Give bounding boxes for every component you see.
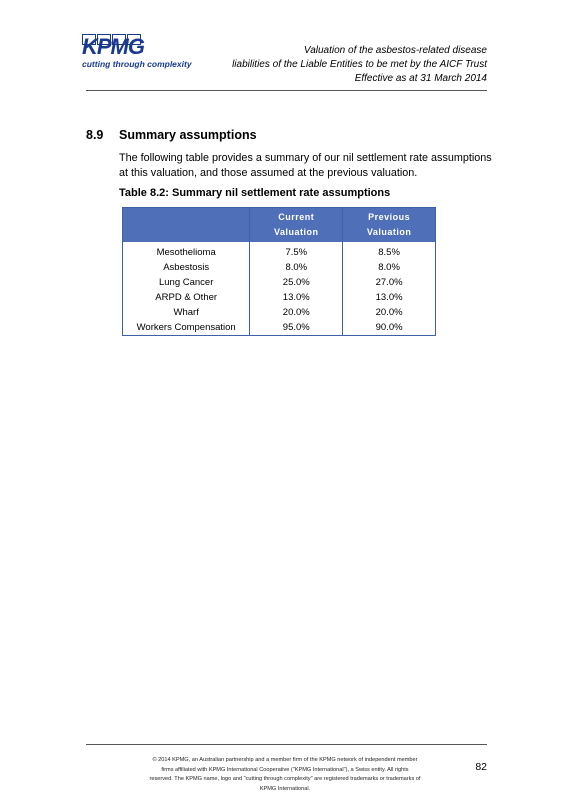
footer-line-1: © 2014 KPMG, an Australian partnership and a member firm of the KPMG network of independent member bbox=[152, 757, 418, 763]
current-value: 95.0% bbox=[250, 320, 343, 336]
table-row bbox=[123, 275, 436, 290]
footer-line-3: reserved. The KPMG name, logo and "cutting through complexity" are registered trademarks or trademarks of bbox=[149, 776, 421, 782]
row-label: Mesothelioma bbox=[156, 247, 216, 258]
row-label: Asbestosis bbox=[163, 262, 210, 273]
table-row bbox=[123, 305, 436, 320]
footer-line-2: firms affiliated with KPMG International Cooperative ("KPMG International"), a Swiss entity. All rights bbox=[161, 766, 409, 773]
current-value: 20.0% bbox=[250, 305, 343, 320]
header-line-2: liabilities of the Liable Entities to be met by the AICF Trust bbox=[232, 59, 487, 70]
table-caption: Table 8.2: Summary nil settlement rate assumptions bbox=[119, 187, 391, 199]
header-cell-previous: Previous Valuation bbox=[343, 208, 436, 243]
row-label: ARPD & Other bbox=[155, 292, 218, 303]
previous-value: 90.0% bbox=[343, 320, 436, 336]
table-row bbox=[123, 290, 436, 305]
current-value: 13.0% bbox=[250, 290, 343, 305]
header-cell-label bbox=[123, 208, 250, 243]
logo-wordmark-text: KPMG bbox=[82, 34, 144, 59]
footer-divider bbox=[86, 744, 487, 745]
previous-value: 27.0% bbox=[343, 275, 436, 290]
current-value: 7.5% bbox=[250, 242, 343, 260]
row-label: Workers Compensation bbox=[136, 322, 236, 333]
kpmg-logo-boxes bbox=[82, 34, 141, 45]
current-value: 25.0% bbox=[250, 275, 343, 290]
header-divider bbox=[86, 90, 487, 91]
document-header bbox=[232, 44, 487, 86]
assumptions-table bbox=[122, 207, 436, 336]
row-label: Lung Cancer bbox=[158, 277, 214, 288]
row-label: Wharf bbox=[173, 307, 199, 318]
header-line-3: Effective as at 31 March 2014 bbox=[354, 73, 487, 84]
table-header-row bbox=[123, 208, 436, 243]
table-row bbox=[123, 320, 436, 336]
current-value: 8.0% bbox=[250, 260, 343, 275]
footer-line-4: KPMG International. bbox=[259, 785, 311, 792]
header-cell-current: Current Valuation bbox=[250, 208, 343, 243]
header-line-1: Valuation of the asbestos-related disease bbox=[303, 45, 487, 56]
table-row bbox=[123, 242, 436, 260]
kpmg-logo bbox=[82, 36, 192, 69]
section-title: Summary assumptions bbox=[119, 128, 257, 142]
table-row bbox=[123, 260, 436, 275]
previous-value: 13.0% bbox=[343, 290, 436, 305]
logo-tagline: cutting through complexity bbox=[82, 59, 192, 69]
previous-value: 8.5% bbox=[343, 242, 436, 260]
section-heading bbox=[86, 128, 257, 142]
section-number: 8.9 bbox=[86, 128, 104, 142]
previous-value: 8.0% bbox=[343, 260, 436, 275]
intro-line-1: The following table provides a summary of our nil settlement rate assumptions bbox=[119, 152, 492, 164]
intro-paragraph bbox=[119, 151, 494, 181]
intro-line-2: at this valuation, and those assumed at the previous valuation. bbox=[119, 167, 418, 179]
footer-copyright bbox=[140, 756, 430, 794]
previous-value: 20.0% bbox=[343, 305, 436, 320]
page-number: 82 bbox=[475, 761, 487, 773]
